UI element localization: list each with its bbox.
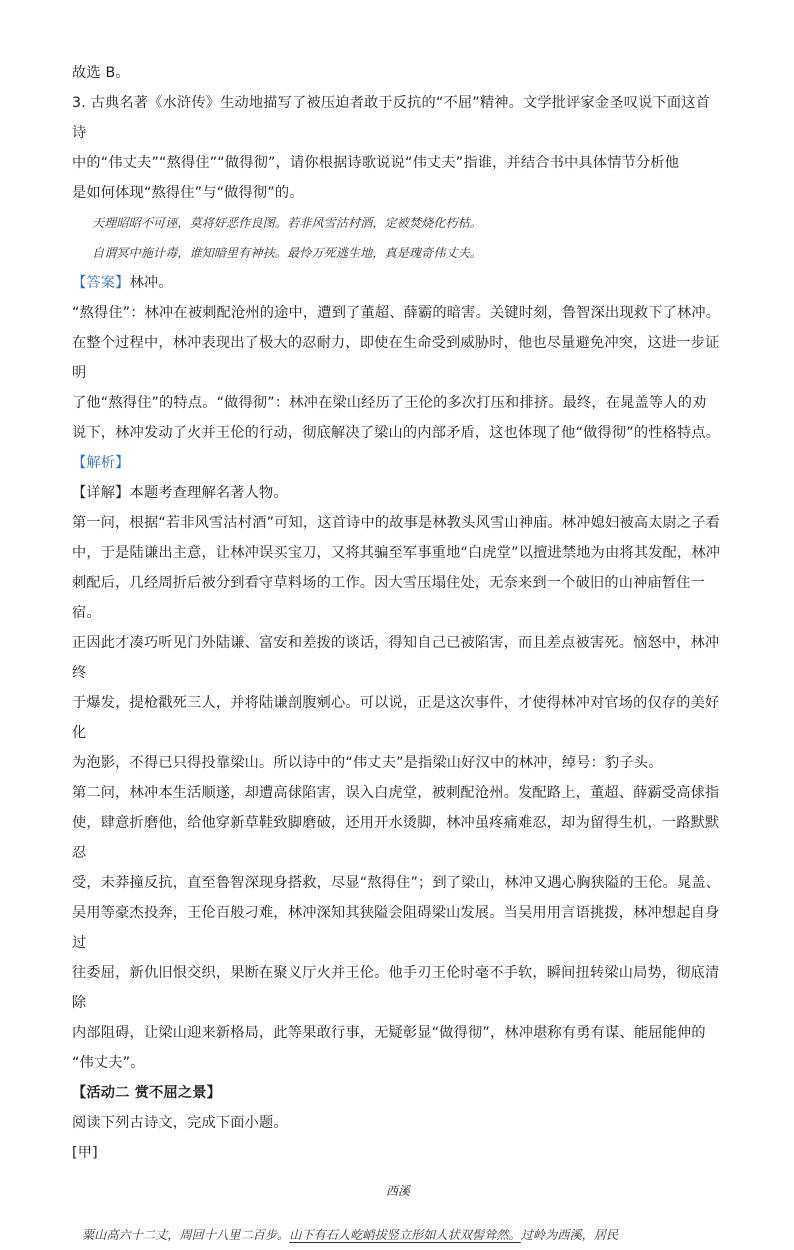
detail-q2-line-3: 受，未莽撞反抗，直至鲁智深现身搭救，尽显“熬得住”；到了梁山，林冲又遇心胸狭隘的王伦。晁盖、 [72, 875, 721, 891]
document-page [72, 58, 724, 1250]
xixi-text-start: 粟山高六十二丈，周回十八里二百步。 [82, 1228, 290, 1242]
detail-q2-line-4: 吴用等豪杰投奔，王伦百般刁难，林冲深知其狭隘会阻碍梁山发展。当吴用用言语挑拨，林冲想起自身过 [72, 905, 720, 951]
detail-q1-line-2: 中，于是陆谦出主意，让林冲误买宝刀，又将其骗至军事重地“白虎堂”以擅进禁地为由将其发配，林冲 [72, 545, 721, 561]
activity-heading: 【活动二 赏不屈之景】 [72, 1085, 222, 1101]
detail-q2-line-2: 使，肆意折磨他，给他穿新草鞋致脚磨破，还用开水烫脚，林冲虽疼痛难忍，却为留得生机，一路默默忍 [72, 815, 720, 861]
poem-line-1: 天理昭昭不可诬，莫将奸恶作良图。若非风雪沽村酒，定被焚烧化朽枯。 [92, 216, 482, 230]
answer-section [72, 268, 724, 298]
detail-q1-line-5: 于爆发，提枪戳死三人，并将陆谦剖腹剜心。可以说，正是这次事件，才使得林冲对官场的仅存的美好化 [72, 695, 720, 741]
answer-line: 故选 B。 [72, 65, 130, 81]
xixi-text-end: 过岭为西溪，居民 [520, 1228, 619, 1242]
detail-q1-line-1: 第一问，根据“若非风雪沽村酒”可知，这首诗中的故事是林教头风雪山神庙。林冲媳妇被高太尉之子看 [72, 515, 721, 531]
xixi-text-line [72, 1220, 724, 1250]
answer-para-line-4: 说下，林冲发动了火并王伦的行动，彻底解决了梁山的内部矛盾，这也体现了他“做得彻”的性格特点。 [72, 425, 721, 441]
poem-line-2: 自谓冥中施计毒，谁知暗里有神扶。最怜万死逃生地，真是瑰奇伟丈夫。 [92, 246, 482, 260]
answer-para-line-3: 了他“熬得住”的特点。“做得彻”：林冲在梁山经历了王伦的多次打压和排挤。最终，在晁盖等人的劝 [72, 395, 707, 411]
detail-q2-line-7: “伟丈夫”。 [72, 1055, 145, 1071]
detail-q1-line-6: 为泡影，不得已只得投靠梁山。所以诗中的“伟丈夫”是指梁山好汉中的林冲，绰号：豹子头。 [72, 755, 663, 771]
instruction-line: 阅读下列古诗文，完成下面小题。 [72, 1115, 288, 1131]
section-jia-label: [甲] [72, 1145, 98, 1161]
detail-heading: 【详解】本题考查理解名著人物。 [72, 485, 288, 501]
xixi-title: 西溪 [385, 1184, 410, 1198]
answer-para-line-2: 在整个过程中，林冲表现出了极大的忍耐力，即使在生命受到威胁时，他也尽量避免冲突，这进一步证明 [72, 335, 720, 381]
question-3-line-2: 中的“伟丈夫”“熬得住”“做得彻”，请你根据诗歌说说“伟丈夫”指谁，并结合书中具体情节分析他 [72, 155, 680, 171]
xixi-underlined-sentence: 山下有石人屹峭拔竖立形如人状双髻耸然。 [289, 1228, 521, 1242]
answer-para-line-1: “熬得住”：林冲在被刺配沧州的途中，遭到了董超、薛霸的暗害。关键时刻，鲁智深出现救下了林冲。 [72, 305, 721, 321]
detail-q1-line-4: 正因此才凑巧听见门外陆谦、富安和差拨的谈话，得知自己已被陷害，而且差点被害死。恼怒中，林冲终 [72, 635, 720, 681]
analysis-tag: 【解析】 [72, 455, 130, 471]
detail-q1-line-3: 刺配后，几经周折后被分到看守草料场的工作。因大雪压塌住处，无奈来到一个破旧的山神庙暂住一宿。 [72, 575, 706, 621]
question-3-line-1: 3. 古典名著《水浒传》生动地描写了被压迫者敢于反抗的“不屈”精神。文学批评家金圣叹说下面这首诗 [72, 95, 711, 141]
question-3-line-3: 是如何体现“熬得住”与“做得彻”的。 [72, 185, 304, 201]
answer-tag: 【答案】 [72, 275, 130, 291]
answer-text: 林冲。 [129, 275, 173, 291]
detail-q2-line-1: 第二问，林冲本生活顺遂，却遭高俅陷害，误入白虎堂，被刺配沧州。发配路上，董超、薛霸受高俅指 [72, 785, 720, 801]
detail-q2-line-5: 往委屈，新仇旧恨交织，果断在聚义厅火并王伦。他手刃王伦时毫不手软，瞬间扭转梁山局势，彻底清除 [72, 965, 720, 1011]
detail-q2-line-6: 内部阻碍，让梁山迎来新格局，此等果敢行事，无疑彰显“做得彻”，林冲堪称有勇有谋、能屈能伸的 [72, 1025, 706, 1041]
